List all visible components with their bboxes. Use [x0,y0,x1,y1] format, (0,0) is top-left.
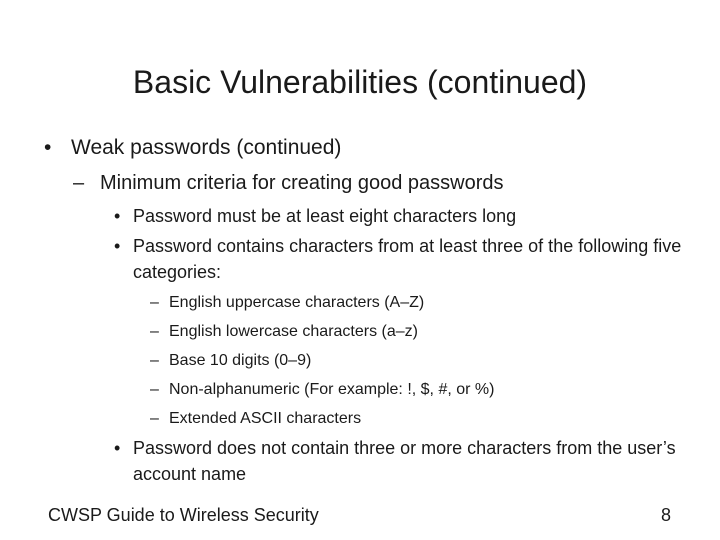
bullet-marker: • [114,438,121,458]
dash-marker: – [150,381,159,398]
footer-text: CWSP Guide to Wireless Security [48,505,319,525]
dash-marker: – [150,294,159,311]
bullet-text: Weak passwords (continued) [71,136,342,159]
list-item [150,346,670,375]
category-list [150,288,670,433]
list-item [150,288,670,317]
bullet-text: Password contains characters from at least three of the following five categories: [133,236,682,282]
slide-title: Basic Vulnerabilities (continued) [132,64,588,100]
bullet-level3 [114,203,684,229]
bullet-level3 [114,233,684,285]
dash-marker: – [150,323,159,340]
list-item-text: Base 10 digits (0–9) [169,352,312,369]
bullet-text: Password does not contain three or more characters from the user’s account name [133,438,676,484]
dash-marker: – [150,352,159,369]
list-item [150,375,670,404]
dash-marker: – [150,410,159,427]
bullet-marker: • [114,236,121,256]
bullet-marker: • [44,136,52,159]
dash-marker: – [73,172,85,194]
bullet-text: Password must be at least eight characters long [133,206,517,226]
list-item-text: English uppercase characters (A–Z) [169,294,425,311]
list-item [150,404,670,433]
list-item-text: English lowercase characters (a–z) [169,323,418,340]
bullet-text: Minimum criteria for creating good passwords [100,172,504,194]
bullet-level1 [44,134,684,162]
bullet-level3 [114,435,684,487]
list-item-text: Extended ASCII characters [169,410,362,427]
list-item-text: Non-alphanumeric (For example: !, $, #, or %) [169,381,495,398]
list-item [150,317,670,346]
bullet-level2 [73,170,693,197]
bullet-marker: • [114,206,121,226]
page-number: 8 [660,505,671,525]
